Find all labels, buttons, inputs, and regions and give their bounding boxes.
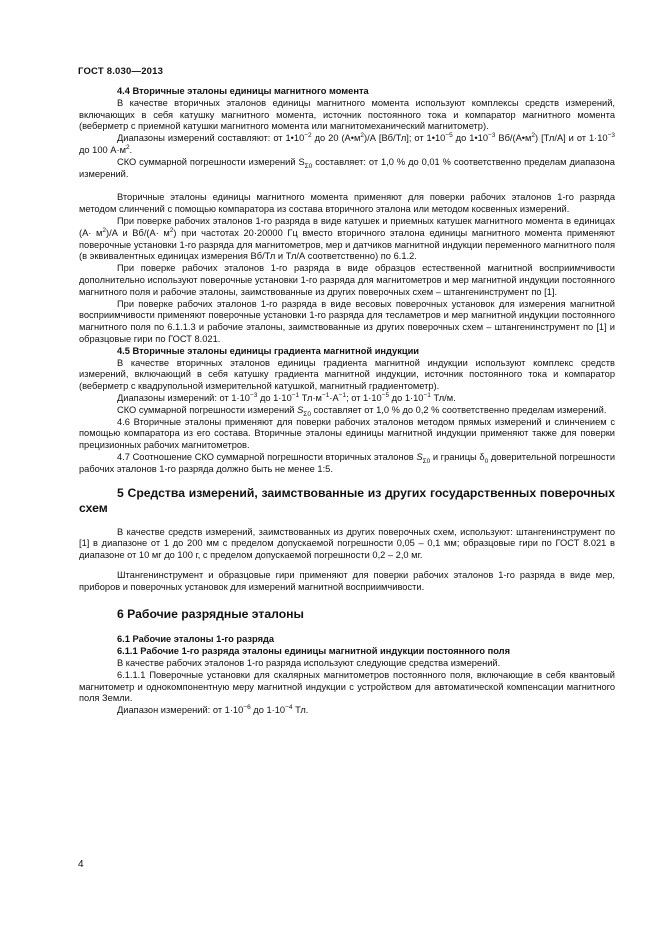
section-6-1-1-heading: 6.1.1 Рабочие 1-го разряда эталоны единицы магнитной индукции постоянного поля xyxy=(117,646,510,657)
paragraph-sko: СКО суммарной погрешности измерений $S_{\Sigma 0}$ составляет: от 1,0 % до 0,01 % соответственно пределам диапазона измерений. xyxy=(79,156,615,179)
paragraph: Штангенинструмент и образцовые гири применяют для поверки рабочих эталонов 1-го разряда в виде мер, приборов и поверочных установок для измерений магнитной восприимчивости. xyxy=(79,569,615,592)
paragraph: При поверке рабочих эталонов 1-го разряда в виде катушек и приемных катушек магнитного момента в единицах $(А\cdot м^2)/А$ и $Вб/(А\cdot м^2)$ при частотах 20·20000 Гц вместо вторичного эталона единицы магнитного момента применяют поверочные установки 1-го разряда для магнитометров, мер и датчиков магнитной индукции переменного магнитного поля (в эквивалентных единицах измерения Вб/Тл и Тл/А соответственно) по 6.1.2. xyxy=(79,215,615,262)
paragraph-range: Диапазон измерений: от $1\cdot 10^{-6}$ до $1\cdot 10^{-4}$ Тл. xyxy=(117,704,309,716)
page-number: 4 xyxy=(78,859,84,870)
paragraph-4-7: 4.7 Соотношение СКО суммарной погрешности вторичных эталонов $S_{\Sigma 0}$ и границы $\delta_0$ доверительной погрешности рабочих эталонов 1-го разряда должно быть не менее 1:5. xyxy=(79,451,616,474)
paragraph: При поверке рабочих эталонов 1-го разряда в виде образцов естественной магнитной восприимчивости дополнительно используют поверочные установки 1-го разряда для магнитометров и мер магнитной индукции постоянного магнитного поля и рабочие эталоны, заимствованные из других поверочных схем – штангенинструмент по [1]. xyxy=(79,263,615,297)
paragraph-4-6: 4.6 Вторичные эталоны применяют для поверки рабочих эталонов методом прямых измерений и слинчением с помощью компаратора из его состава. Вторичные эталоны единицы магнитной индукции применяют также для поверки прецизионных рабочих магнитометров. xyxy=(79,416,615,451)
paragraph: При поверке рабочих эталонов 1-го разряда в виде весовых поверочных установок для измерения магнитной восприимчивости применяют поверочные установки 1-го разряда для тесламетров и мер магнитной индукции постоянного магнитного поля по 6.1.1.3 и рабочие эталоны, заимствованные из других поверочных схем – штангенинструмент по [1] и образцовые гири по ГОСТ 8.021. xyxy=(79,298,615,344)
section-4-5-heading: 4.5 Вторичные эталоны единицы градиента магнитной индукции xyxy=(117,345,420,356)
paragraph-sko: СКО суммарной погрешности измерений $S_{\Sigma 0}$ составляет от 1,0 % до 0,2 % соответственно пределам измерений. xyxy=(117,404,607,418)
paragraph-ranges: Диапазоны измерений: от $1\cdot 10^{-3}$ до $1\cdot 10^{-1}$ $Тл\cdot м^{-1}\cdot А^{-1}$; от $1\cdot 10^{-5}$ до $1\cdot 10^{-1}$ Тл/м. xyxy=(117,391,456,403)
section-6-1-heading: 6.1 Рабочие эталоны 1-го разряда xyxy=(117,634,275,645)
document-body xyxy=(79,86,615,717)
section-4-4-heading: 4.4 Вторичные эталоны единицы магнитного момента xyxy=(117,86,369,96)
paragraph: 6.1.1.1 Поверочные установки для скалярных магнитометров постоянного поля, включающие в себя квантовый магнитометр и однокомпонентную меру магнитной индукции с устройством для автоматической компенсации магнитного поля Земли. xyxy=(79,669,615,704)
paragraph-ranges: Диапазоны измерений составляют: от $1•10^{-2}$ до 20 $(А•м^2)/А$ [Вб/Тл]; от $1•10^{-5}$ до $1•10^{-3}$ $Вб/(А•м^2)$ [Тл/А] и от $1\cdot 10^{-3}$ до 100 $А\cdot м^2$. xyxy=(79,132,616,155)
section-5-heading: 5 Средства измерений, заимствованные из других государственных поверочных схем xyxy=(79,485,615,515)
document-header: ГОСТ 8.030—2013 xyxy=(78,66,164,77)
paragraph: Вторичные эталоны единицы магнитного момента применяют для поверки рабочих эталонов 1-го разряда методом слинчений с помощью компаратора из состава вторичного эталона или методом косвенных измерений. xyxy=(79,192,615,215)
spacer xyxy=(79,562,615,570)
section-6-heading: 6 Рабочие разрядные эталоны xyxy=(117,607,304,622)
paragraph: В качестве средств измерений, заимствованных из других поверочных схем, используют: штангенинструмент по [1] в диапазоне от 1 до 200 мм с пределом допускаемой погрешности 0,05 – 0,1 мм; образцовые гири по ГОСТ 8.021 в диапазоне от 10 мг до 100 г, с пределом допускаемой погрешности 0,2 – 2,0 мг. xyxy=(79,526,615,561)
paragraph: В качестве вторичных эталонов единицы магнитного момента используют комплексы средств измерений, включающих в себя катушку магнитного момента, источник постоянного тока и компаратор магнитного момента (веберметр с приемной катушки магнитного момента или магнитомеханический магнитометр). xyxy=(79,97,615,132)
paragraph: В качестве вторичных эталонов единицы градиента магнитной индукции используют комплекс средств измерений, включающий в себя катушку градиента магнитной индукции, источник постоянного тока и компаратор (веберметр с квадрупольной измерительной катушкой, магнитный градиентометр). xyxy=(79,357,615,392)
spacer xyxy=(79,180,615,192)
paragraph: В качестве рабочих эталонов 1-го разряда используют следующие средства измерений. xyxy=(117,658,501,669)
